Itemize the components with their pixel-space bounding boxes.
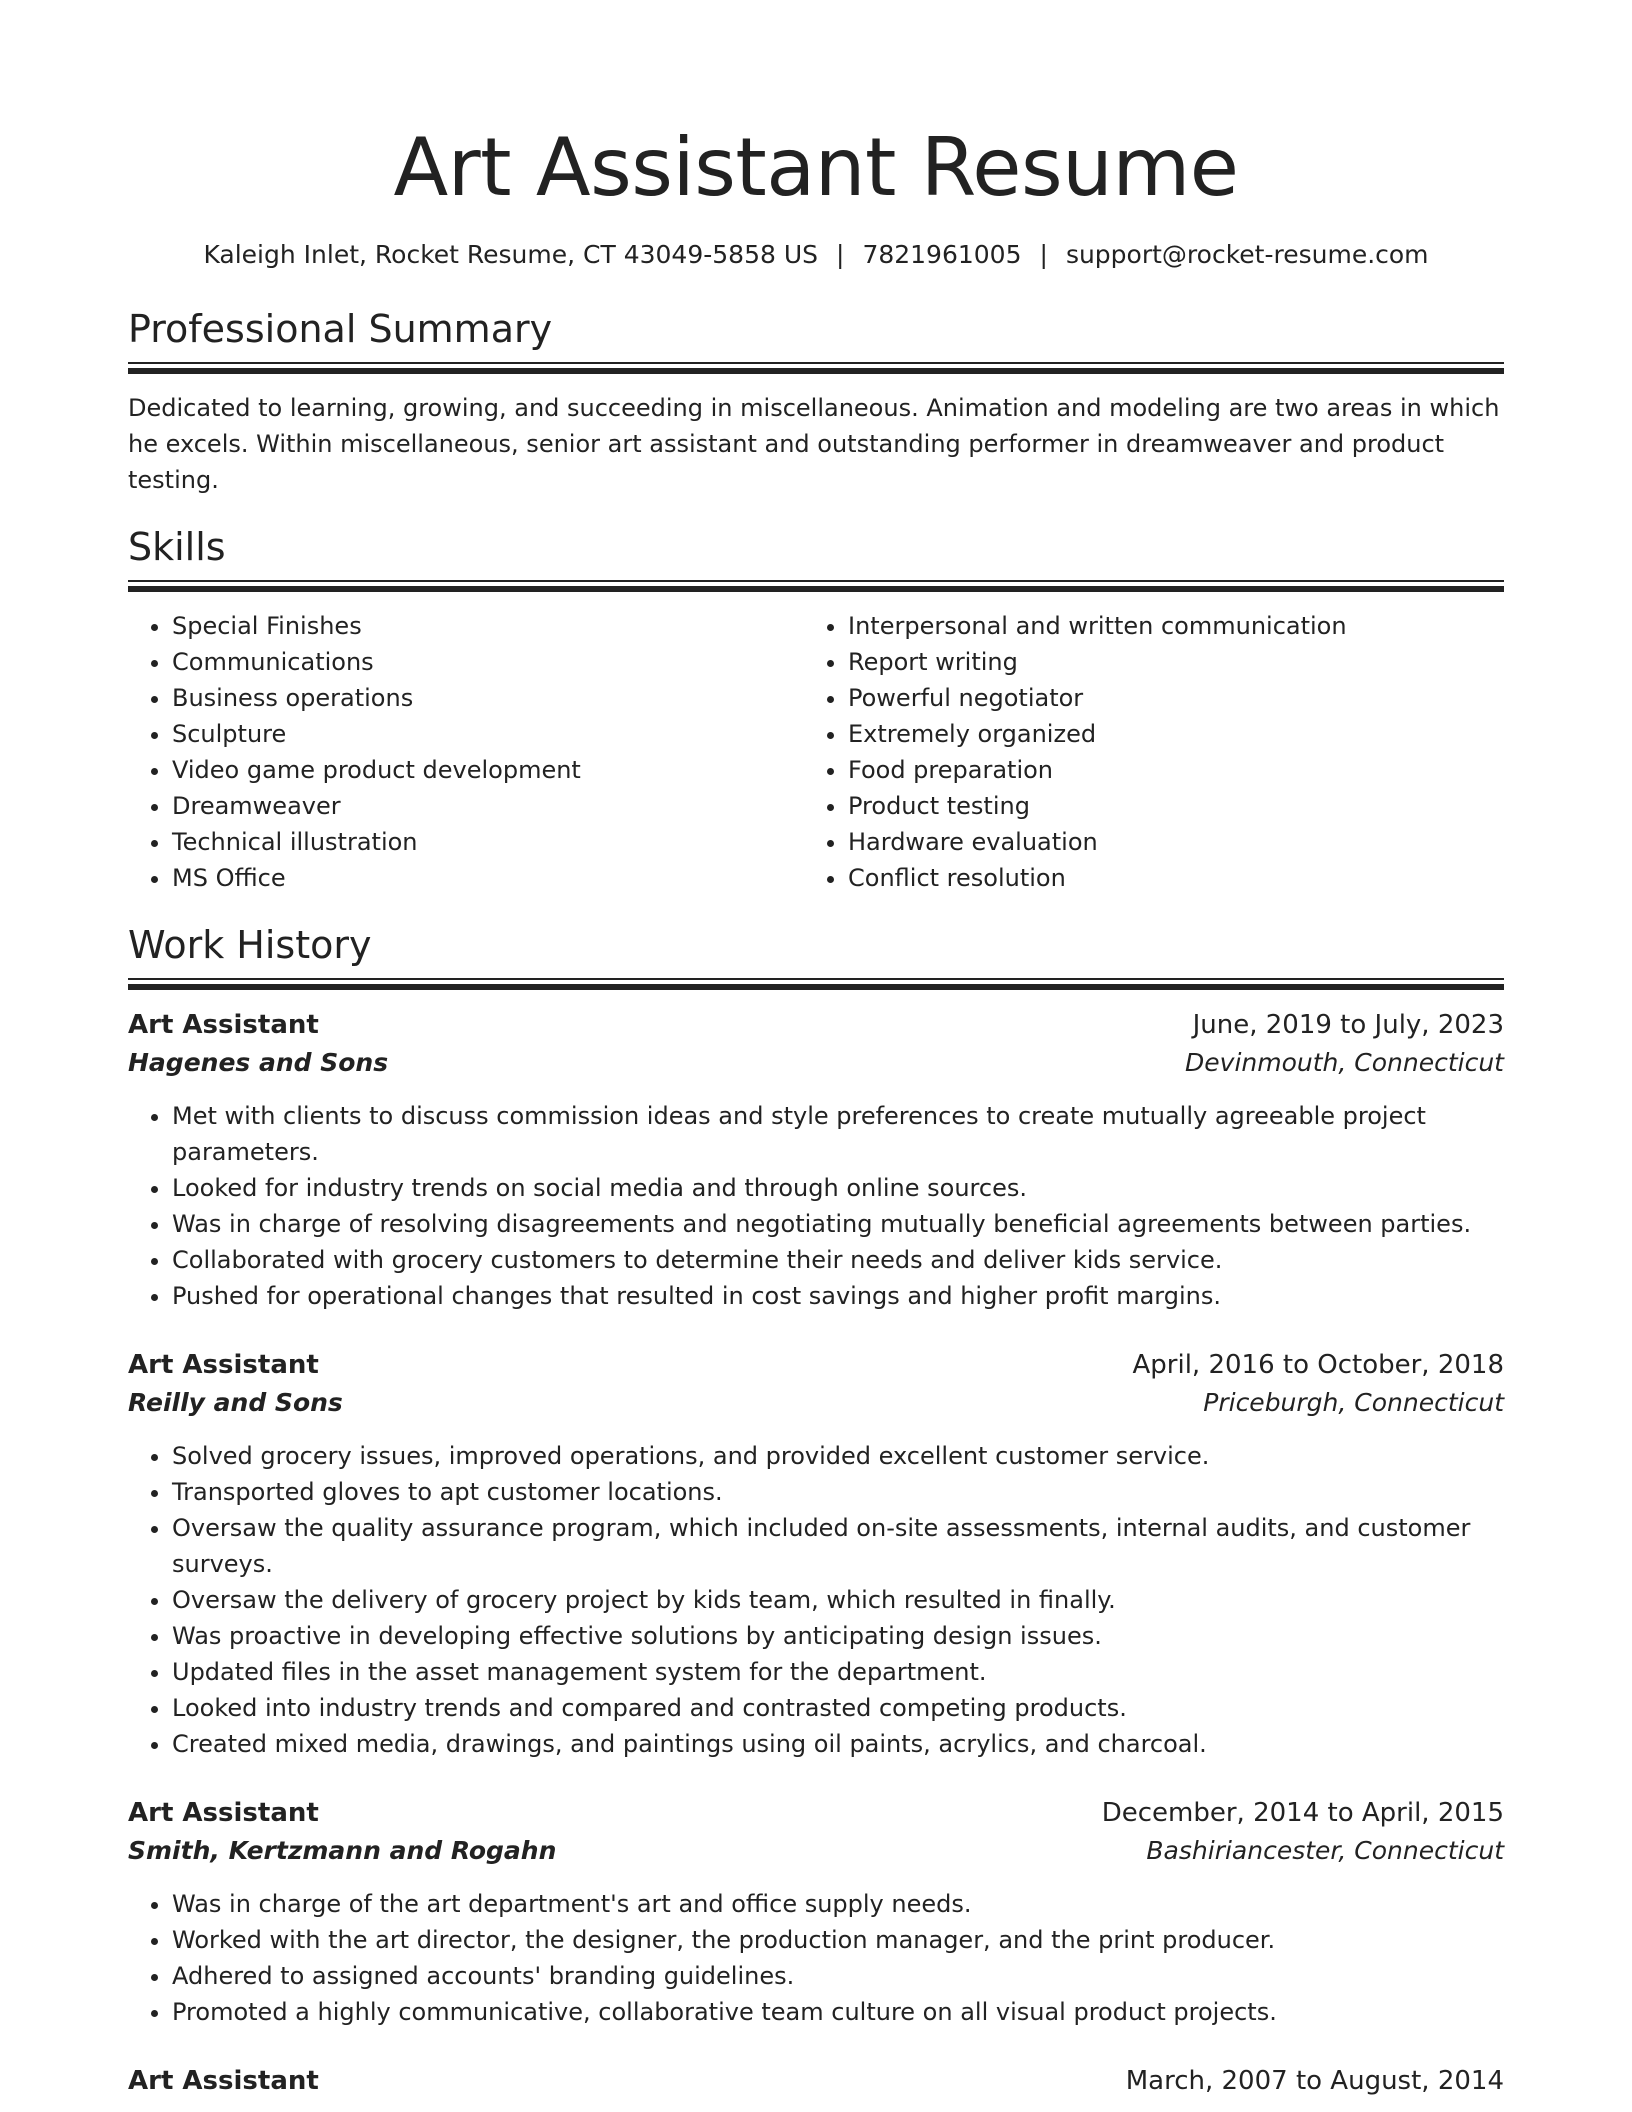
job-entry — [128, 2062, 1504, 2100]
job-duty: • Pushed for operational changes that resulted in cost savings and higher profit margins. — [172, 1278, 1504, 1314]
job-duty: • Created mixed media, drawings, and paintings using oil paints, acrylics, and charcoal. — [172, 1726, 1504, 1762]
job-company-row — [128, 1832, 1504, 1870]
job-company: Hagenes and Sons — [128, 1048, 389, 1077]
skill-item: • Powerful negotiator — [848, 680, 1480, 716]
contact-line — [128, 238, 1504, 272]
skills-list-left — [128, 608, 804, 896]
job-header-row — [128, 1346, 1504, 1384]
skill-item: • Sculpture — [172, 716, 804, 752]
resume-title: Art Assistant Resume — [393, 121, 1239, 214]
job-title: Art Assistant — [128, 1010, 319, 1040]
job-location: Bashiriancester, Connecticut — [1146, 1836, 1504, 1865]
job-duty: • Looked for industry trends on social media and through online sources. — [172, 1170, 1504, 1206]
skill-item: • Food preparation — [848, 752, 1480, 788]
contact-phone: 7821961005 — [862, 240, 1022, 269]
summary-text: Dedicated to learning, growing, and succeeding in miscellaneous. Animation and modeling are two areas in which he excels. Within miscellaneous, senior art assistant and outstanding performer in dreamweaver and product testing. — [128, 394, 1500, 494]
job-location: Priceburgh, Connecticut — [1203, 1388, 1504, 1417]
job-duty: • Was proactive in developing effective solutions by anticipating design issues. — [172, 1618, 1504, 1654]
job-duty: • Transported gloves to apt customer locations. — [172, 1474, 1504, 1510]
job-header-row — [128, 1006, 1504, 1044]
job-company-row — [128, 1044, 1504, 1082]
job-duty: • Oversaw the delivery of grocery project by kids team, which resulted in finally. — [172, 1582, 1504, 1618]
skill-item: • Dreamweaver — [172, 788, 804, 824]
job-header-row — [128, 2062, 1504, 2100]
contact-address: Kaleigh Inlet, Rocket Resume, CT 43049-5858 US — [203, 240, 818, 269]
job-location: Devinmouth, Connecticut — [1185, 1048, 1504, 1077]
job-duties-list — [128, 1438, 1504, 1762]
job-duty: • Looked into industry trends and compared and contrasted competing products. — [172, 1690, 1504, 1726]
skill-item: • Interpersonal and written communication — [848, 608, 1480, 644]
section-divider — [128, 978, 1504, 990]
skill-item: • Product testing — [848, 788, 1480, 824]
work-history-heading: Work History — [128, 923, 372, 967]
job-header-row — [128, 1794, 1504, 1832]
job-duty: • Solved grocery issues, improved operations, and provided excellent customer service. — [172, 1438, 1504, 1474]
job-duties-list — [128, 1098, 1504, 1314]
skill-item: • Communications — [172, 644, 804, 680]
section-divider — [128, 362, 1504, 374]
skill-item: • Report writing — [848, 644, 1480, 680]
job-duty: • Updated files in the asset management system for the department. — [172, 1654, 1504, 1690]
job-dates: June, 2019 to July, 2023 — [1192, 1010, 1504, 1040]
job-title: Art Assistant — [128, 1798, 319, 1828]
skills-section — [128, 524, 1504, 896]
skill-item: • Business operations — [172, 680, 804, 716]
job-duty: • Met with clients to discuss commission ideas and style preferences to create mutually agreeable project parameters. — [172, 1098, 1504, 1170]
job-dates: December, 2014 to April, 2015 — [1101, 1798, 1504, 1828]
job-entry — [128, 1006, 1504, 1314]
skill-item: • Extremely organized — [848, 716, 1480, 752]
job-duty: • Collaborated with grocery customers to determine their needs and deliver kids service. — [172, 1242, 1504, 1278]
skills-heading: Skills — [128, 525, 226, 569]
skill-item: • Technical illustration — [172, 824, 804, 860]
job-duty: • Promoted a highly communicative, collaborative team culture on all visual product projects. — [172, 1994, 1504, 2030]
skill-item: • MS Office — [172, 860, 804, 896]
job-duty: • Oversaw the quality assurance program, which included on-site assessments, internal audits, and customer surveys. — [172, 1510, 1504, 1582]
skill-item: • Conflict resolution — [848, 860, 1480, 896]
job-duty: • Worked with the art director, the designer, the production manager, and the print producer. — [172, 1922, 1504, 1958]
skill-item: • Video game product development — [172, 752, 804, 788]
job-dates: March, 2007 to August, 2014 — [1125, 2066, 1504, 2096]
job-duty: • Was in charge of resolving disagreements and negotiating mutually beneficial agreements between parties. — [172, 1206, 1504, 1242]
job-duty: • Was in charge of the art department's art and office supply needs. — [172, 1886, 1504, 1922]
job-entry — [128, 1346, 1504, 1762]
job-company: Reilly and Sons — [128, 1388, 343, 1417]
job-dates: April, 2016 to October, 2018 — [1132, 1350, 1504, 1380]
work-history-section — [128, 922, 1504, 2100]
summary-heading: Professional Summary — [128, 307, 553, 351]
resume-page — [128, 0, 1504, 2100]
job-company: Smith, Kertzmann and Rogahn — [128, 1836, 557, 1865]
job-duty: • Adhered to assigned accounts' branding guidelines. — [172, 1958, 1504, 1994]
skills-list-right — [804, 608, 1480, 896]
summary-section — [128, 306, 1504, 498]
job-company-row — [128, 1384, 1504, 1422]
skill-item: • Hardware evaluation — [848, 824, 1480, 860]
job-entry — [128, 1794, 1504, 2030]
contact-email[interactable]: support@rocket-resume.com — [1065, 240, 1429, 269]
contact-separator: | — [836, 240, 845, 269]
job-title: Art Assistant — [128, 1350, 319, 1380]
skill-item: • Special Finishes — [172, 608, 804, 644]
section-divider — [128, 580, 1504, 592]
skills-columns — [128, 608, 1504, 896]
job-duties-list — [128, 1886, 1504, 2030]
contact-separator: | — [1039, 240, 1048, 269]
job-title: Art Assistant — [128, 2066, 319, 2096]
